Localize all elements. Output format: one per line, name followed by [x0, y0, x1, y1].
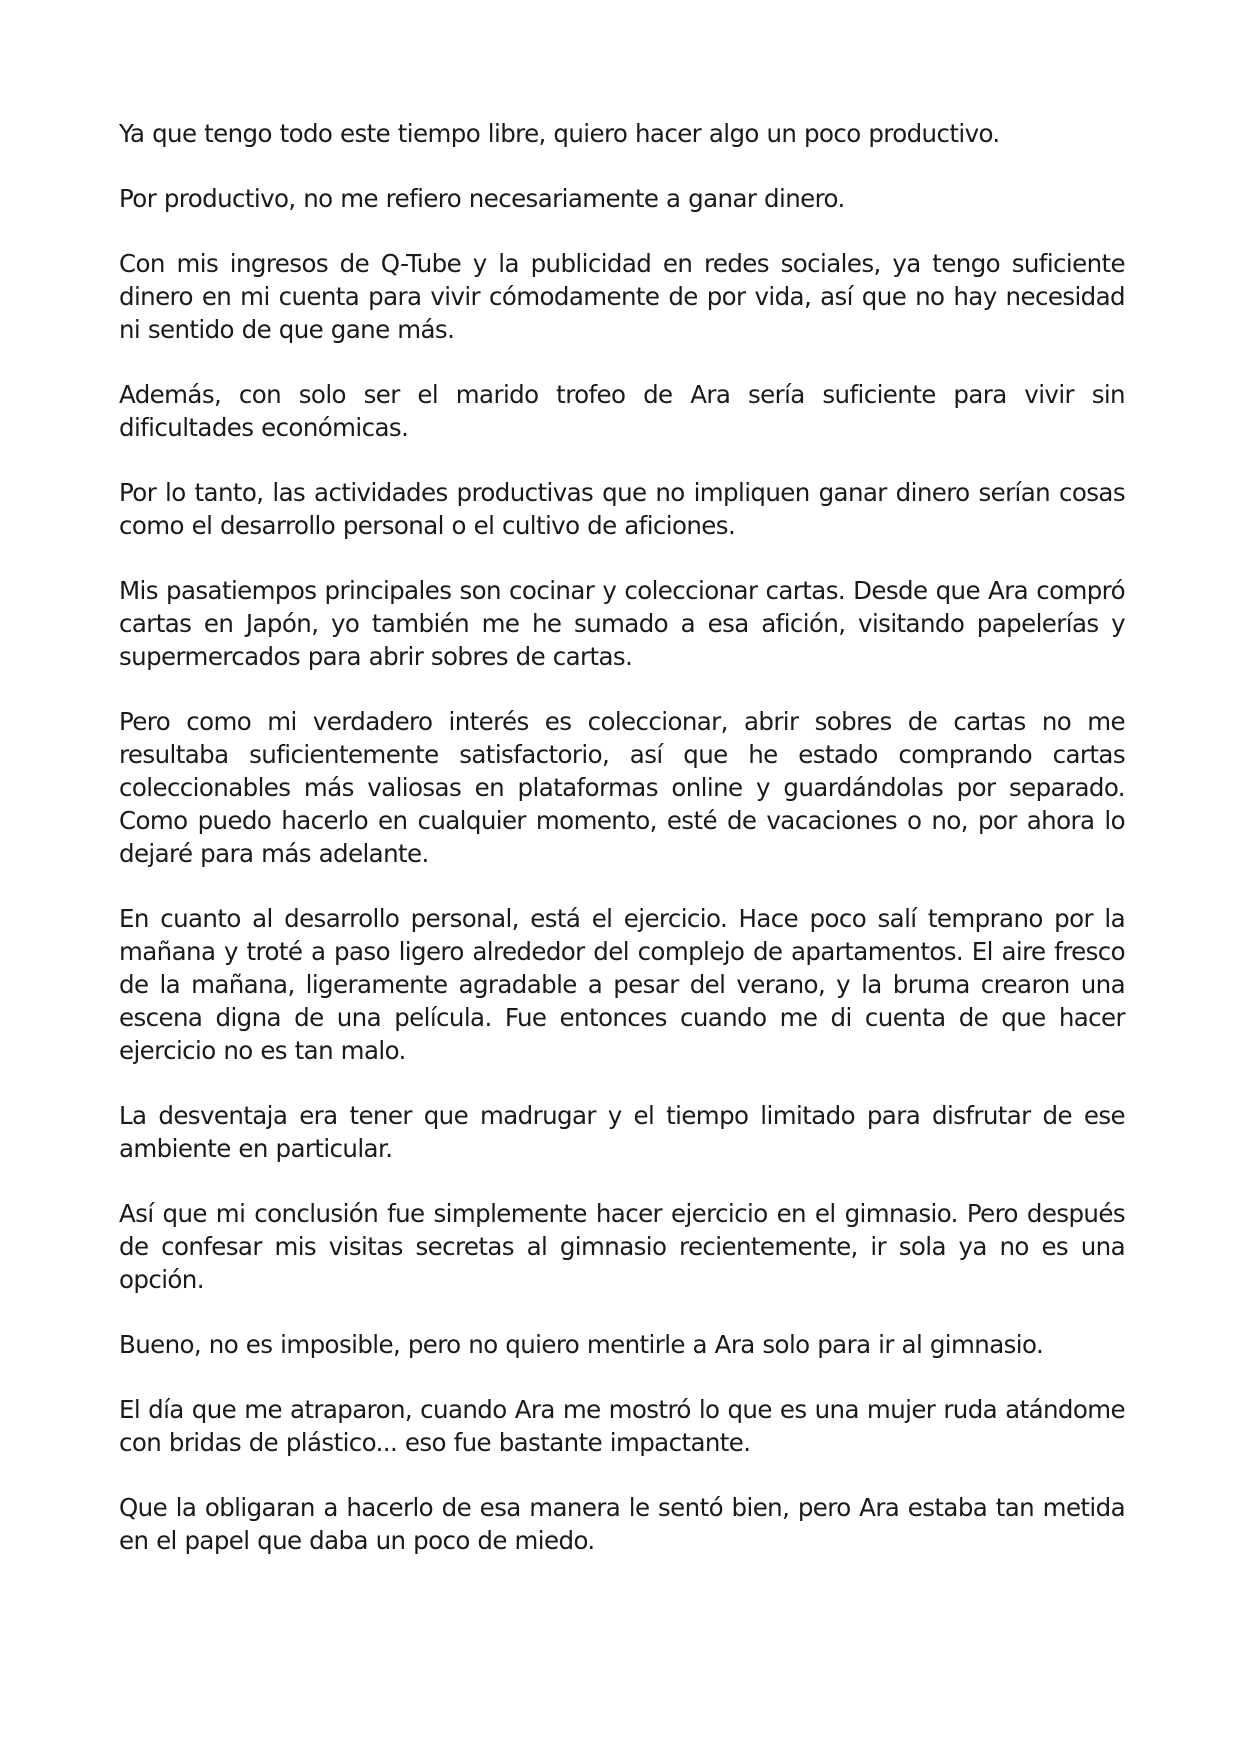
paragraph-7: Pero como mi verdadero interés es coleccionar, abrir sobres de cartas no me resultaba suficientemente satisfactorio, así que he estado comprando cartas coleccionables más valiosas en plataformas online y guardándolas por separado. Como puedo hacerlo en cualquier momento, esté de vacaciones o no, por ahora lo dejaré para más adelante. [119, 707, 1125, 868]
paragraph-4: Además, con solo ser el marido trofeo de Ara sería suficiente para vivir sin dificultades económicas. [119, 380, 1125, 442]
paragraph-6: Mis pasatiempos principales son cocinar y coleccionar cartas. Desde que Ara compró cartas en Japón, yo también me he sumado a esa afición, visitando papelerías y supermercados para abrir sobres de cartas. [119, 576, 1125, 671]
paragraph-13: Que la obligaran a hacerlo de esa manera le sentó bien, pero Ara estaba tan metida en el papel que daba un poco de miedo. [119, 1493, 1125, 1555]
paragraph-5: Por lo tanto, las actividades productivas que no impliquen ganar dinero serían cosas como el desarrollo personal o el cultivo de aficiones. [119, 478, 1125, 540]
paragraph-10: Así que mi conclusión fue simplemente hacer ejercicio en el gimnasio. Pero después de confesar mis visitas secretas al gimnasio recientemente, ir sola ya no es una opción. [119, 1199, 1125, 1294]
paragraph-3: Con mis ingresos de Q-Tube y la publicidad en redes sociales, ya tengo suficiente dinero en mi cuenta para vivir cómodamente de por vida, así que no hay necesidad ni sentido de que gane más. [119, 249, 1125, 344]
paragraph-12: El día que me atraparon, cuando Ara me mostró lo que es una mujer ruda atándome con bridas de plástico... eso fue bastante impactante. [119, 1395, 1125, 1457]
paragraph-11: Bueno, no es imposible, pero no quiero mentirle a Ara solo para ir al gimnasio. [119, 1330, 1044, 1359]
paragraph-1: Ya que tengo todo este tiempo libre, quiero hacer algo un poco productivo. [119, 119, 1000, 148]
paragraph-9: La desventaja era tener que madrugar y el tiempo limitado para disfrutar de ese ambiente en particular. [119, 1101, 1125, 1163]
paragraph-8: En cuanto al desarrollo personal, está el ejercicio. Hace poco salí temprano por la mañana y troté a paso ligero alrededor del complejo de apartamentos. El aire fresco de la mañana, ligeramente agradable a pesar del verano, y la bruma crearon una escena digna de una película. Fue entonces cuando me di cuenta de que hacer ejercicio no es tan malo. [119, 904, 1125, 1065]
document-body [119, 117, 1125, 1589]
paragraph-2: Por productivo, no me refiero necesariamente a ganar dinero. [119, 184, 845, 213]
